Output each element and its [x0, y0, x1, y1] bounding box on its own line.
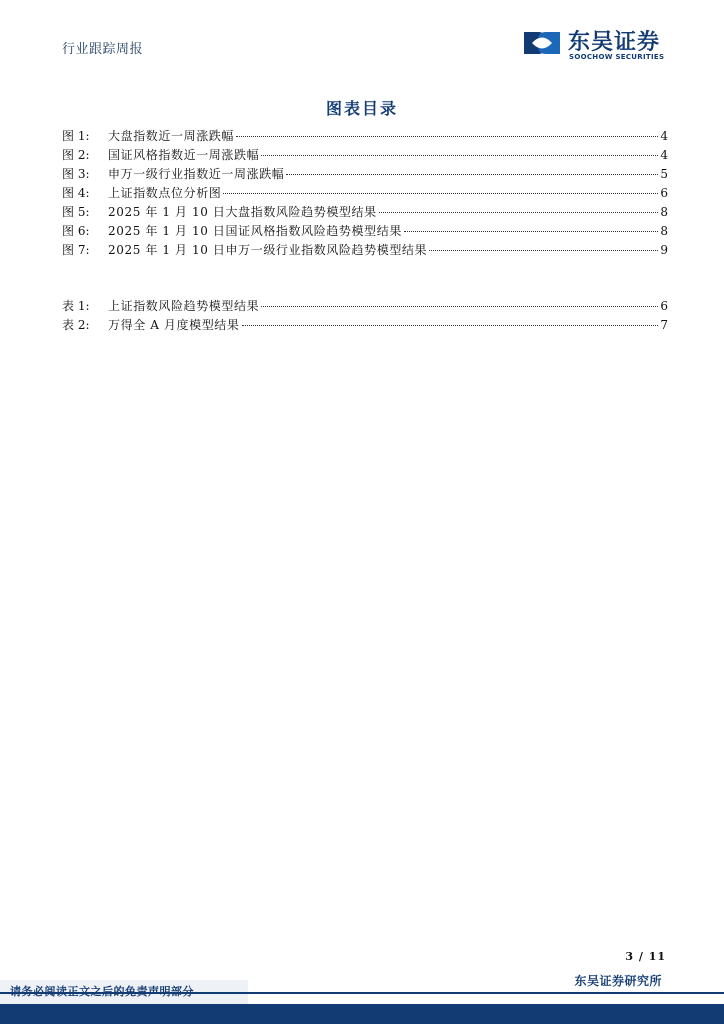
dot-leader: [236, 136, 658, 137]
toc-entry-title: 大盘指数近一周涨跌幅: [108, 129, 235, 143]
table-list: [62, 297, 668, 335]
toc-entry-title: 2025 年 1 月 10 日申万一级行业指数风险趋势模型结果: [108, 243, 428, 257]
dot-leader: [429, 250, 658, 251]
toc-entry-figure-2[interactable]: [62, 146, 668, 165]
toc-entry-figure-3[interactable]: [62, 165, 668, 184]
toc-entry-page: 6: [660, 299, 668, 313]
footer-band: [0, 1004, 724, 1024]
toc-entry-page: 6: [660, 186, 668, 200]
dot-leader: [379, 212, 658, 213]
toc-entry-label: 表 2:: [62, 318, 90, 332]
page-indicator: 3 / 11: [625, 950, 666, 963]
toc-entry-label: 图 7:: [62, 243, 90, 257]
toc-entry-figure-5[interactable]: [62, 203, 668, 222]
toc-entry-page: 4: [660, 129, 668, 143]
dot-leader: [261, 306, 658, 307]
toc-entry-page: 8: [660, 224, 668, 238]
dot-leader: [223, 193, 658, 194]
footer-institute: 东吴证券研究所: [574, 974, 662, 988]
footer-divider: [0, 992, 724, 994]
dot-leader: [286, 174, 658, 175]
brand-name-cn: 东吴证券: [568, 30, 661, 55]
toc-entry-title: 2025 年 1 月 10 日国证风格指数风险趋势模型结果: [108, 224, 402, 238]
toc-entry-page: 9: [660, 243, 668, 257]
toc-entry-label: 图 3:: [62, 167, 90, 181]
toc-entry-title: 2025 年 1 月 10 日大盘指数风险趋势模型结果: [108, 205, 377, 219]
toc-entry-title: 上证指数点位分析图: [108, 186, 222, 200]
toc-entry-figure-6[interactable]: [62, 222, 668, 241]
report-type-label: 行业跟踪周报: [62, 42, 144, 57]
toc-entry-label: 图 2:: [62, 148, 90, 162]
toc-entry-table-2[interactable]: [62, 316, 668, 335]
figure-list: [62, 127, 668, 260]
toc-entry-label: 图 5:: [62, 205, 90, 219]
brand-logo: [520, 26, 670, 62]
toc-entry-label: 表 1:: [62, 299, 90, 313]
toc-entry-page: 8: [660, 205, 668, 219]
toc-entry-figure-1[interactable]: [62, 127, 668, 146]
toc-title: 图表目录: [325, 99, 398, 118]
toc-entry-title: 国证风格指数近一周涨跌幅: [108, 148, 260, 162]
toc-entry-title: 申万一级行业指数近一周涨跌幅: [108, 167, 285, 181]
toc-entry-label: 图 4:: [62, 186, 90, 200]
soochow-logo-icon: [520, 26, 564, 60]
toc-entry-page: 7: [660, 318, 668, 332]
toc-entry-figure-4[interactable]: [62, 184, 668, 203]
dot-leader: [404, 231, 658, 232]
brand-name-en: SOOCHOW SECURITIES: [569, 53, 665, 61]
dot-leader: [261, 155, 658, 156]
toc-entry-label: 图 1:: [62, 129, 90, 143]
toc-entry-title: 万得全 A 月度模型结果: [108, 318, 240, 332]
toc-entry-page: 5: [660, 167, 668, 181]
footer-disclaimer[interactable]: [10, 983, 194, 999]
toc-entry-page: 4: [660, 148, 668, 162]
toc-entry-label: 图 6:: [62, 224, 90, 238]
toc-entry-title: 上证指数风险趋势模型结果: [108, 299, 260, 313]
dot-leader: [242, 325, 659, 326]
toc-entry-figure-7[interactable]: [62, 241, 668, 260]
toc-entry-table-1[interactable]: [62, 297, 668, 316]
